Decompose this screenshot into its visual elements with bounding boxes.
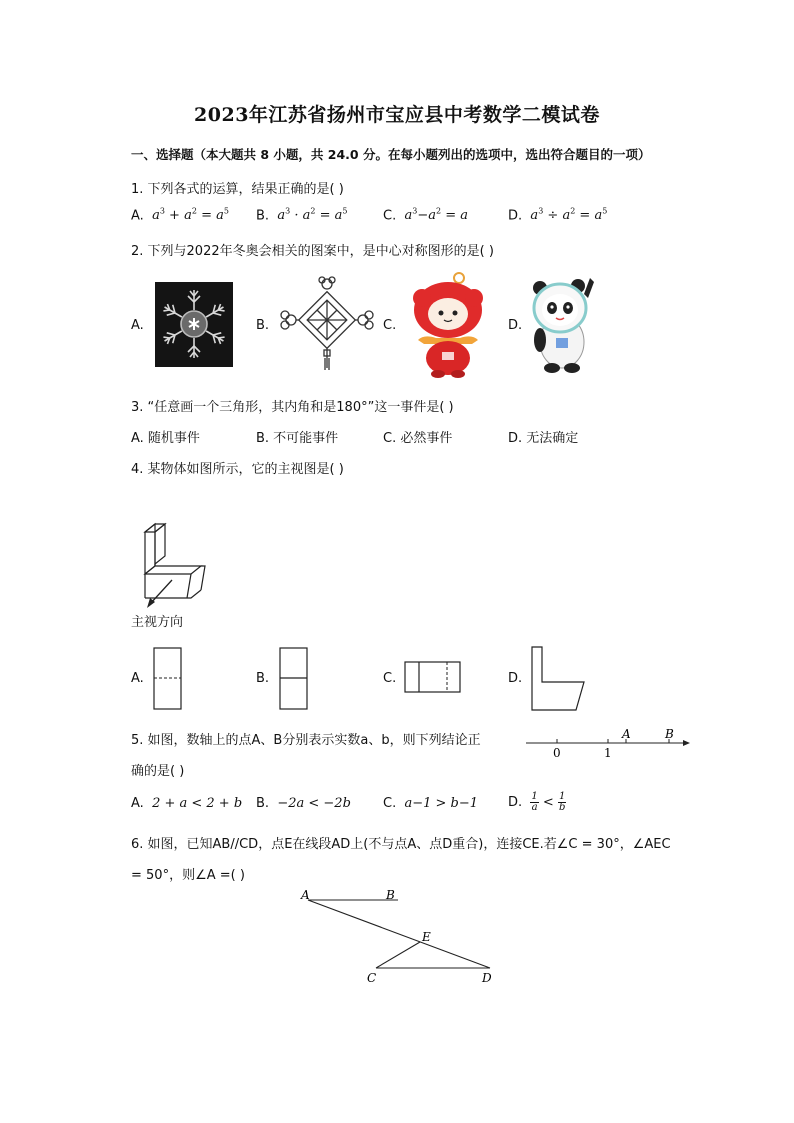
q5-option-b: B. −2a < −2b — [256, 796, 351, 811]
question-1-stem: 1. 下列各式的运算，结果正确的是( ) — [131, 182, 344, 197]
q1-option-c: C. $a^3-a^2 = a$ — [383, 207, 469, 224]
q4-option-d-figure — [529, 644, 587, 714]
point-label-b: B — [665, 727, 674, 741]
q3-option-d: D. 无法确定 — [508, 431, 579, 446]
point-label-d: D — [482, 971, 492, 985]
question-3-stem: 3. “任意画一个三角形，其内角和是180°”这一事件是( ) — [131, 400, 454, 415]
bing-dwen-dwen-mascot-image — [528, 274, 596, 374]
number-line-arrow-icon — [683, 740, 690, 746]
point-label-b: B — [386, 888, 395, 902]
snowflake-emblem-image — [155, 282, 233, 367]
q4-option-b-figure — [278, 646, 310, 712]
q4-option-a-figure — [152, 646, 184, 712]
q4-label-a: A. — [131, 671, 144, 686]
q5-number-line — [522, 724, 694, 760]
question-6-stem-line-1: 6. 如图，已知AB//CD，点E在线段AD上(不与点A、点D重合)，连接CE.若∠C = 30°，∠AEC — [131, 837, 671, 852]
q5-option-c: C. a−1 > b−1 — [383, 796, 479, 811]
q2-label-a: A. — [131, 318, 144, 333]
q4-label-d: D. — [508, 671, 523, 686]
point-label-c: C — [367, 971, 377, 985]
chinese-knot-image — [279, 276, 375, 372]
q3-option-b: B. 不可能事件 — [256, 431, 339, 446]
q4-solid-figure — [128, 518, 214, 612]
q1-option-d: D. $a^3 \div a^2 = a^5$ — [508, 207, 608, 224]
q2-label-c: C. — [383, 318, 397, 333]
q4-label-b: B. — [256, 671, 270, 686]
question-4-stem: 4. 某物体如图所示，它的主视图是( ) — [131, 462, 344, 477]
question-5-stem-line-1: 5. 如图，数轴上的点A、B分别表示实数a、b，则下列结论正 — [131, 733, 481, 748]
section-heading: 一、选择题（本大题共 8 小题，共 24.0 分。在每小题列出的选项中，选出符合题目的一项） — [131, 147, 651, 162]
q1-option-a: A. $a^3 + a^2 = a^5$ — [131, 207, 229, 224]
point-label-e: E — [422, 930, 431, 944]
q1-option-b: B. $a^3 \cdot a^2 = a^5$ — [256, 207, 348, 224]
q5-option-d: D. $\frac{1}{a}$ < $\frac{1}{b}$ — [508, 791, 566, 813]
q4-option-c-figure — [403, 660, 463, 696]
q3-option-a: A. 随机事件 — [131, 431, 200, 446]
q3-option-c: C. 必然事件 — [383, 431, 453, 446]
q6-geometry-figure — [292, 882, 502, 986]
q4-view-direction-label: 主视方向 — [131, 615, 184, 630]
point-label-a: A — [622, 727, 631, 741]
point-label-a: A — [301, 888, 310, 902]
question-6-stem-line-2: = 50°，则∠A =( ) — [131, 868, 245, 883]
tick-label-0: 0 — [553, 746, 561, 760]
q4-label-c: C. — [383, 671, 397, 686]
tick-label-1: 1 — [604, 746, 612, 760]
question-5-stem-line-2: 确的是( ) — [131, 764, 185, 779]
page-title: 2023年江苏省扬州市宝应县中考数学二模试卷 — [194, 104, 600, 126]
shuey-rhon-rhon-mascot-image — [402, 270, 494, 378]
q2-label-b: B. — [256, 318, 270, 333]
q2-label-d: D. — [508, 318, 523, 333]
q5-option-a: A. 2 + a < 2 + b — [131, 796, 243, 811]
question-2-stem: 2. 下列与2022年冬奥会相关的图案中，是中心对称图形的是( ) — [131, 244, 494, 259]
